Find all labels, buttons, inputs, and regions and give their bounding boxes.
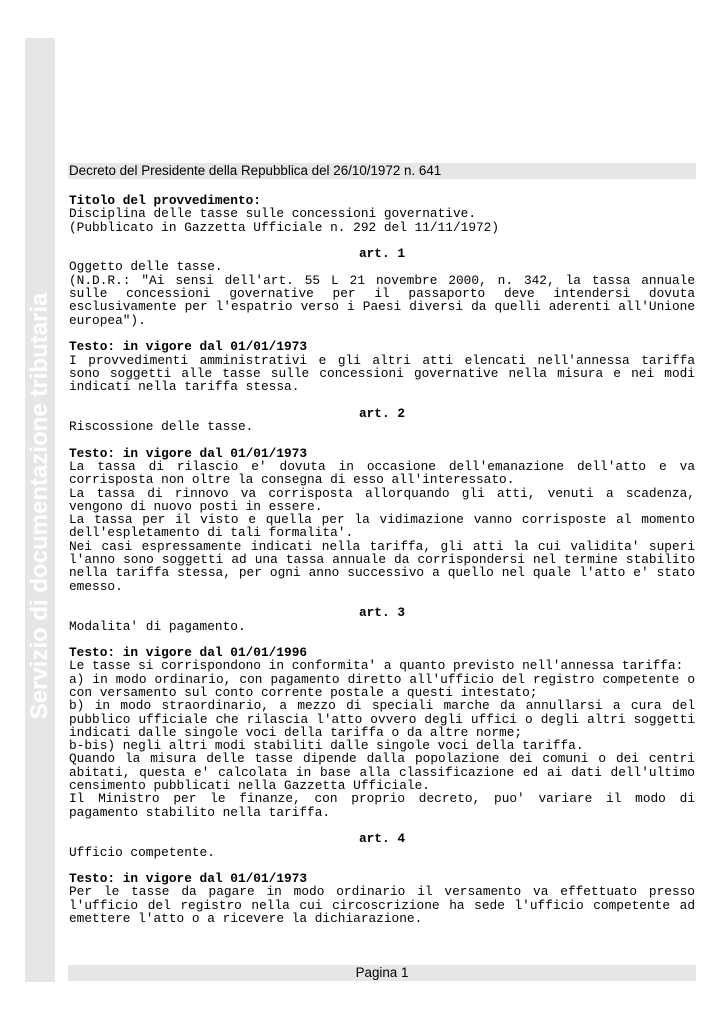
article-2-paragraph: Nei casi espressamente indicati nella tariffa, gli atti la cui validita' superi l'anno sono soggetti ad una tassa annuale da corrispondersi nel termine stabilito nella tariffa stessa, per ogni anno successivo a quello nel quale l'atto e' stato emesso.: [69, 538, 695, 594]
article-4-text: Per le tasse da pagare in modo ordinario il versamento va effettuato presso l'ufficio del registro nella cui circoscrizione ha sede l'ufficio competente ad emettere l'atto o a ricevere la dichiarazione.: [69, 884, 695, 927]
article-4-subject: Ufficio competente.: [69, 844, 215, 860]
article-3-vigore: Testo: in vigore dal 01/01/1996: [69, 645, 308, 661]
article-2-paragraph: La tassa per il visto e quella per la vidimazione vanno corrisposte al momento dell'espletamento di tali formalita'.: [69, 512, 695, 541]
document-title: Decreto del Presidente della Repubblica del 26/10/1972 n. 641: [69, 163, 442, 178]
article-2-paragraph: La tassa di rinnovo va corrisposta allorquando gli atti, venuti a scadenza, vengono di nuovo posti in essere.: [69, 485, 695, 514]
page-number: Pagina 1: [355, 965, 409, 980]
article-3-paragraph: Quando la misura delle tasse dipende dalla popolazione dei comuni o dei centri abitati, questa e' calcolata in base alla classificazione ed ai dati dell'ultimo censimento pubblicati nella Gazzetta Ufficiale.: [69, 751, 695, 794]
article-2-paragraph: La tassa di rilascio e' dovuta in occasione dell'emanazione dell'atto e va corrisposta non oltre la consegna di esso all'interessato.: [69, 458, 695, 488]
article-1-number: art. 1: [358, 246, 406, 262]
article-1-subject: Oggetto delle tasse.: [69, 259, 223, 275]
article-3-paragraph: b) in modo straordinario, a mezzo di speciali marche da annullarsi a cura del pubblico ufficiale che rilascia l'atto ovvero degli uffici o degli altri soggetti indicati dalle singole voci della tariffa o da altre norme;: [69, 698, 695, 740]
article-4-vigore: Testo: in vigore dal 01/01/1973: [69, 871, 308, 887]
article-1-text: I provvedimenti amministrativi e gli altri atti elencati nell'annessa tariffa sono soggetti alle tasse sulle concessioni governative nella misura e nei modi indicati nella tariffa stessa.: [69, 352, 695, 395]
article-3-paragraph: Le tasse si corrispondono in conformita' a quanto previsto nell'annessa tariffa:: [69, 658, 684, 674]
article-3-subject: Modalita' di pagamento.: [69, 618, 246, 634]
document-body: [69, 194, 695, 925]
provvedimento-heading: Titolo del provvedimento:: [69, 193, 261, 208]
article-3-number: art. 3: [358, 605, 406, 621]
article-2-number: art. 2: [358, 405, 406, 421]
article-2-vigore: Testo: in vigore dal 01/01/1973: [69, 445, 308, 461]
article-3-paragraph: b-bis) negli altri modi stabiliti dalle singole voci della tariffa.: [69, 738, 584, 754]
article-4-number: art. 4: [358, 831, 406, 847]
provvedimento-subject: Disciplina delle tasse sulle concessioni governative.: [69, 206, 477, 222]
article-3-paragraph: a) in modo ordinario, con pagamento diretto all'ufficio del registro competente o con versamento sul conto corrente postale a questi intestato;: [69, 671, 695, 700]
article-1-note: (N.D.R.: "Ai sensi dell'art. 55 L 21 novembre 2000, n. 342, la tassa annuale sulle concessioni governative per il passaporto deve intendersi dovuta esclusivamente per l'espatrio verso i Paesi diversi da quelli aderenti all'Unione europea").: [69, 272, 695, 328]
sidebar-service-label: Servizio di documentazione tributaria: [26, 292, 53, 720]
article-3-paragraph: Il Ministro per le finanze, con proprio decreto, puo' variare il modo di pagamento stabilito nella tariffa.: [69, 791, 695, 820]
article-1-vigore: Testo: in vigore dal 01/01/1973: [69, 339, 308, 355]
provvedimento-publication: (Pubblicato in Gazzetta Ufficiale n. 292 del 11/11/1972): [69, 219, 500, 235]
article-2-subject: Riscossione delle tasse.: [69, 419, 254, 435]
